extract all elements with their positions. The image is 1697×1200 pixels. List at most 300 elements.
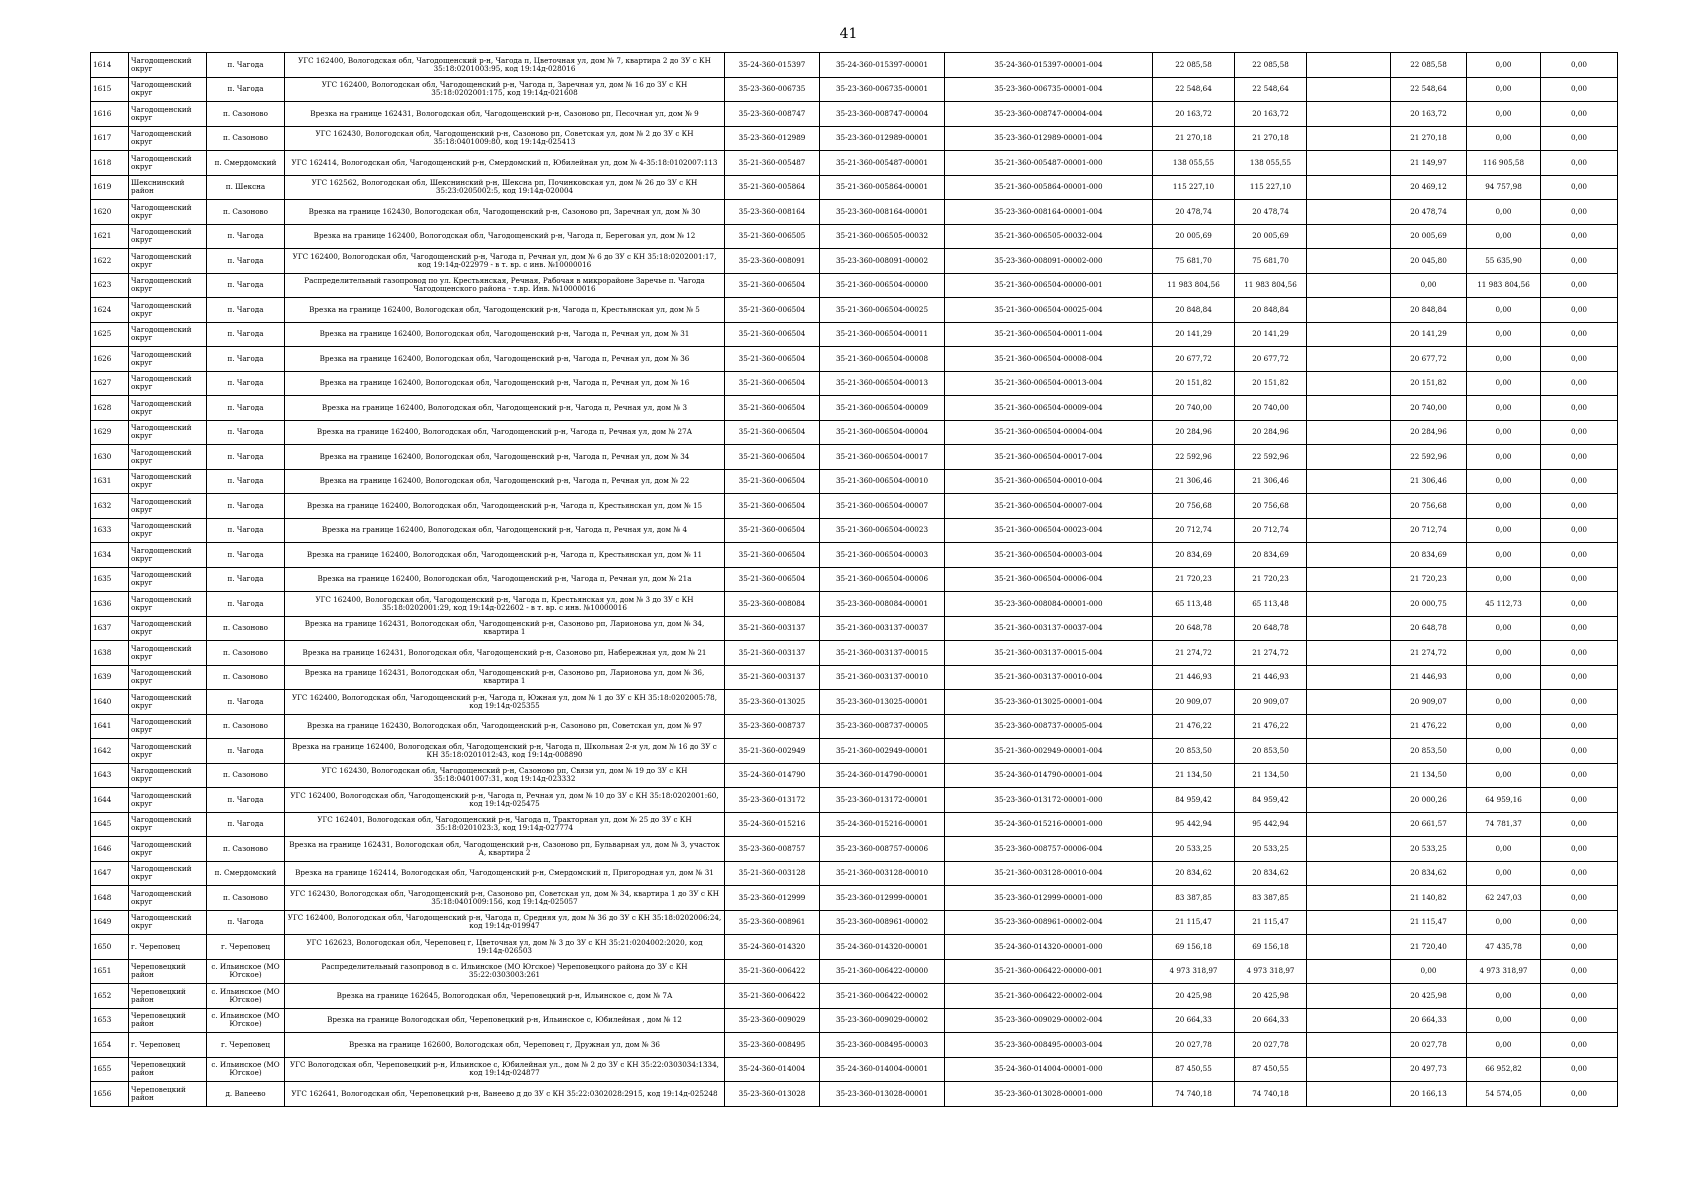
- account-code-cell: 35-23-360-012989: [725, 126, 820, 151]
- object-code-cell: 35-21-360-003137-00010: [820, 665, 945, 690]
- blank-column-cell: [1307, 420, 1391, 445]
- account-code-cell: 35-23-360-013025: [725, 690, 820, 715]
- locality-cell: п. Сазоново: [207, 126, 285, 151]
- object-code-cell: 35-24-360-014004-00001: [820, 1057, 945, 1082]
- amount-c-cell: 0,00: [1541, 420, 1618, 445]
- amount-c-cell: 0,00: [1541, 494, 1618, 519]
- amount-a-cell: 20 661,57: [1391, 812, 1467, 837]
- blank-column-cell: [1307, 322, 1391, 347]
- amount-c-cell: 0,00: [1541, 861, 1618, 886]
- amount-c-cell: 0,00: [1541, 739, 1618, 764]
- blank-column-cell: [1307, 53, 1391, 78]
- account-code-cell: 35-23-360-008084: [725, 592, 820, 617]
- amount-a-cell: 21 270,18: [1391, 126, 1467, 151]
- account-code-cell: 35-21-360-005864: [725, 175, 820, 200]
- blank-column-cell: [1307, 567, 1391, 592]
- table-row: [91, 102, 1618, 127]
- amount-c-cell: 0,00: [1541, 690, 1618, 715]
- amount-a-cell: 20 478,74: [1391, 200, 1467, 225]
- blank-column-cell: [1307, 690, 1391, 715]
- object-code-cell: 35-23-360-008084-00001: [820, 592, 945, 617]
- district-cell: Чагодощенский округ: [129, 420, 207, 445]
- table-row: [91, 690, 1618, 715]
- blank-column-cell: [1307, 1008, 1391, 1033]
- district-cell: Череповецкий район: [129, 1008, 207, 1033]
- amount-b-cell: 0,00: [1467, 1008, 1541, 1033]
- district-cell: Чагодощенский округ: [129, 102, 207, 127]
- table-row: [91, 126, 1618, 151]
- amount-c-cell: 0,00: [1541, 469, 1618, 494]
- district-cell: Чагодощенский округ: [129, 739, 207, 764]
- item-code-cell: 35-24-360-015216-00001-000: [945, 812, 1153, 837]
- object-code-cell: 35-21-360-003137-00037: [820, 616, 945, 641]
- amount-c-cell: 0,00: [1541, 77, 1618, 102]
- row-number-cell: 1615: [91, 77, 129, 102]
- amount-b-cell: 4 973 318,97: [1467, 959, 1541, 984]
- object-code-cell: 35-21-360-006504-00011: [820, 322, 945, 347]
- item-code-cell: 35-21-360-006505-00032-004: [945, 224, 1153, 249]
- amount-b-cell: 0,00: [1467, 102, 1541, 127]
- locality-cell: с. Ильинское (МО Югское): [207, 1008, 285, 1033]
- row-number-cell: 1630: [91, 445, 129, 470]
- district-cell: Чагодощенский округ: [129, 714, 207, 739]
- initial-value-cell: 65 113,48: [1153, 592, 1235, 617]
- row-number-cell: 1652: [91, 984, 129, 1009]
- amount-c-cell: 0,00: [1541, 665, 1618, 690]
- object-description-cell: УГС 162400, Вологодская обл, Чагодощенский р-н, Чагода п, Речная ул, дом № 10 до ЗУ с КН 35:18:0202001:60, код 19:14д-025475: [285, 788, 725, 813]
- district-cell: Чагодощенский округ: [129, 812, 207, 837]
- amount-a-cell: 20 000,26: [1391, 788, 1467, 813]
- table-row: [91, 175, 1618, 200]
- initial-value-cell: 20 677,72: [1153, 347, 1235, 372]
- object-code-cell: 35-24-360-015397-00001: [820, 53, 945, 78]
- locality-cell: п. Чагода: [207, 592, 285, 617]
- district-cell: Чагодощенский округ: [129, 126, 207, 151]
- amount-b-cell: 0,00: [1467, 763, 1541, 788]
- item-code-cell: 35-23-360-008495-00003-004: [945, 1033, 1153, 1058]
- amount-a-cell: 21 720,40: [1391, 935, 1467, 960]
- object-code-cell: 35-23-360-013028-00001: [820, 1082, 945, 1107]
- table-row: [91, 788, 1618, 813]
- table-row: [91, 298, 1618, 323]
- object-description-cell: Врезка на границе 162430, Вологодская обл, Чагодощенский р-н, Сазоново рп, Заречная ул, дом № 30: [285, 200, 725, 225]
- district-cell: Чагодощенский округ: [129, 396, 207, 421]
- item-code-cell: 35-21-360-006504-00003-004: [945, 543, 1153, 568]
- table-row: [91, 322, 1618, 347]
- object-code-cell: 35-21-360-006504-00004: [820, 420, 945, 445]
- amount-b-cell: 74 781,37: [1467, 812, 1541, 837]
- district-cell: Чагодощенский округ: [129, 53, 207, 78]
- book-value-cell: 20 425,98: [1235, 984, 1307, 1009]
- blank-column-cell: [1307, 77, 1391, 102]
- locality-cell: п. Чагода: [207, 445, 285, 470]
- amount-a-cell: 21 140,82: [1391, 886, 1467, 911]
- object-code-cell: 35-23-360-013025-00001: [820, 690, 945, 715]
- item-code-cell: 35-21-360-006504-00006-004: [945, 567, 1153, 592]
- book-value-cell: 21 134,50: [1235, 763, 1307, 788]
- amount-c-cell: 0,00: [1541, 812, 1618, 837]
- table-row: [91, 53, 1618, 78]
- amount-c-cell: 0,00: [1541, 445, 1618, 470]
- object-description-cell: УГС 162430, Вологодская обл, Чагодощенский р-н, Сазоново рп, Советская ул, дом № 34, квартира 1 до ЗУ с КН 35:18:0401009:156, код 19:14д-025057: [285, 886, 725, 911]
- account-code-cell: 35-21-360-003137: [725, 616, 820, 641]
- amount-c-cell: 0,00: [1541, 1033, 1618, 1058]
- locality-cell: п. Чагода: [207, 273, 285, 298]
- locality-cell: г. Череповец: [207, 935, 285, 960]
- book-value-cell: 20 834,69: [1235, 543, 1307, 568]
- table-row: [91, 910, 1618, 935]
- book-value-cell: 22 548,64: [1235, 77, 1307, 102]
- object-code-cell: 35-21-360-006504-00010: [820, 469, 945, 494]
- object-description-cell: Врезка на границе 162600, Вологодская обл, Череповец г, Дружная ул, дом № 36: [285, 1033, 725, 1058]
- locality-cell: п. Чагода: [207, 910, 285, 935]
- initial-value-cell: 20 151,82: [1153, 371, 1235, 396]
- account-code-cell: 35-21-360-006504: [725, 273, 820, 298]
- amount-b-cell: 0,00: [1467, 126, 1541, 151]
- amount-b-cell: 54 574,05: [1467, 1082, 1541, 1107]
- amount-b-cell: 0,00: [1467, 616, 1541, 641]
- district-cell: Чагодощенский округ: [129, 763, 207, 788]
- book-value-cell: 20 005,69: [1235, 224, 1307, 249]
- book-value-cell: 20 141,29: [1235, 322, 1307, 347]
- book-value-cell: 138 055,55: [1235, 151, 1307, 176]
- locality-cell: п. Чагода: [207, 420, 285, 445]
- book-value-cell: 20 664,33: [1235, 1008, 1307, 1033]
- account-code-cell: 35-21-360-006504: [725, 543, 820, 568]
- book-value-cell: 20 284,96: [1235, 420, 1307, 445]
- amount-b-cell: 0,00: [1467, 641, 1541, 666]
- amount-b-cell: 62 247,03: [1467, 886, 1541, 911]
- object-description-cell: Врезка на границе 162400, Вологодская обл, Чагодощенский р-н, Чагода п, Крестьянская ул, дом № 5: [285, 298, 725, 323]
- item-code-cell: 35-23-360-012999-00001-000: [945, 886, 1153, 911]
- object-code-cell: 35-23-360-009029-00002: [820, 1008, 945, 1033]
- amount-a-cell: 20 027,78: [1391, 1033, 1467, 1058]
- initial-value-cell: 20 478,74: [1153, 200, 1235, 225]
- object-description-cell: УГС Вологодская обл, Череповецкий р-н, Ильинское с, Юбилейная ул., дом № 2 до ЗУ с КН 35:22:0303034:1334, код 19:14д-024877: [285, 1057, 725, 1082]
- blank-column-cell: [1307, 641, 1391, 666]
- row-number-cell: 1656: [91, 1082, 129, 1107]
- amount-a-cell: 20 497,73: [1391, 1057, 1467, 1082]
- account-code-cell: 35-21-360-003128: [725, 861, 820, 886]
- book-value-cell: 83 387,85: [1235, 886, 1307, 911]
- initial-value-cell: 22 085,58: [1153, 53, 1235, 78]
- table-row: [91, 739, 1618, 764]
- locality-cell: п. Чагода: [207, 518, 285, 543]
- object-description-cell: Врезка на границе 162400, Вологодская обл, Чагодощенский р-н, Чагода п, Береговая ул, дом № 12: [285, 224, 725, 249]
- table-row: [91, 812, 1618, 837]
- blank-column-cell: [1307, 812, 1391, 837]
- item-code-cell: 35-23-360-008747-00004-004: [945, 102, 1153, 127]
- object-description-cell: УГС 162562, Вологодская обл, Шекснинский р-н, Шексна рп, Починковская ул, дом № 26 до ЗУ с КН 35:23:0205002:5, код 19:14д-020004: [285, 175, 725, 200]
- amount-c-cell: 0,00: [1541, 396, 1618, 421]
- table-row: [91, 249, 1618, 274]
- amount-c-cell: 0,00: [1541, 200, 1618, 225]
- district-cell: Череповецкий район: [129, 984, 207, 1009]
- district-cell: Чагодощенский округ: [129, 665, 207, 690]
- book-value-cell: 20 478,74: [1235, 200, 1307, 225]
- amount-c-cell: 0,00: [1541, 886, 1618, 911]
- item-code-cell: 35-23-360-008757-00006-004: [945, 837, 1153, 862]
- table-body: [91, 53, 1618, 1107]
- table-row: [91, 200, 1618, 225]
- account-code-cell: 35-21-360-006504: [725, 445, 820, 470]
- object-description-cell: Врезка на границе 162400, Вологодская обл, Чагодощенский р-н, Чагода п, Речная ул, дом № 4: [285, 518, 725, 543]
- amount-c-cell: 0,00: [1541, 151, 1618, 176]
- locality-cell: п. Чагода: [207, 322, 285, 347]
- object-code-cell: 35-21-360-006504-00008: [820, 347, 945, 372]
- amount-a-cell: 20 712,74: [1391, 518, 1467, 543]
- item-code-cell: 35-23-360-008164-00001-004: [945, 200, 1153, 225]
- object-code-cell: 35-21-360-005864-00001: [820, 175, 945, 200]
- table-row: [91, 469, 1618, 494]
- row-number-cell: 1637: [91, 616, 129, 641]
- book-value-cell: 20 756,68: [1235, 494, 1307, 519]
- locality-cell: п. Чагода: [207, 690, 285, 715]
- account-code-cell: 35-21-360-006504: [725, 567, 820, 592]
- account-code-cell: 35-21-360-006504: [725, 371, 820, 396]
- object-description-cell: Врезка на границе 162400, Вологодская обл, Чагодощенский р-н, Чагода п, Речная ул, дом № 27А: [285, 420, 725, 445]
- object-code-cell: 35-21-360-006422-00000: [820, 959, 945, 984]
- amount-b-cell: 0,00: [1467, 861, 1541, 886]
- table-row: [91, 1057, 1618, 1082]
- item-code-cell: 35-23-360-008084-00001-000: [945, 592, 1153, 617]
- item-code-cell: 35-21-360-006422-00000-001: [945, 959, 1153, 984]
- account-code-cell: 35-23-360-013028: [725, 1082, 820, 1107]
- row-number-cell: 1646: [91, 837, 129, 862]
- object-description-cell: Врезка на границе 162400, Вологодская обл, Чагодощенский р-н, Чагода п, Крестьянская ул, дом № 11: [285, 543, 725, 568]
- initial-value-cell: 20 834,69: [1153, 543, 1235, 568]
- blank-column-cell: [1307, 739, 1391, 764]
- object-description-cell: УГС 162400, Вологодская обл, Чагодощенский р-н, Чагода п, Крестьянская ул, дом № 3 до ЗУ с КН 35:18:0202001:29, код 19:14д-022602 - в т. вр. с инв. №10000016: [285, 592, 725, 617]
- row-number-cell: 1648: [91, 886, 129, 911]
- object-code-cell: 35-21-360-006422-00002: [820, 984, 945, 1009]
- district-cell: Чагодощенский округ: [129, 494, 207, 519]
- amount-b-cell: 0,00: [1467, 690, 1541, 715]
- account-code-cell: 35-23-360-012999: [725, 886, 820, 911]
- table-row: [91, 763, 1618, 788]
- locality-cell: с. Ильинское (МО Югское): [207, 1057, 285, 1082]
- row-number-cell: 1634: [91, 543, 129, 568]
- district-cell: Чагодощенский округ: [129, 616, 207, 641]
- amount-a-cell: 20 853,50: [1391, 739, 1467, 764]
- locality-cell: п. Чагода: [207, 298, 285, 323]
- object-code-cell: 35-23-360-008164-00001: [820, 200, 945, 225]
- object-description-cell: УГС 162400, Вологодская обл, Чагодощенский р-н, Чагода п, Заречная ул, дом № 16 до ЗУ с КН 35:18:0202001:175, код 19:14д-021608: [285, 77, 725, 102]
- amount-a-cell: 20 166,13: [1391, 1082, 1467, 1107]
- object-code-cell: 35-21-360-006504-00006: [820, 567, 945, 592]
- object-description-cell: Врезка на границе 162431, Вологодская обл, Чагодощенский р-н, Сазоново рп, Ларионова ул, дом № 36, квартира 1: [285, 665, 725, 690]
- locality-cell: п. Чагода: [207, 812, 285, 837]
- amount-b-cell: 47 435,78: [1467, 935, 1541, 960]
- amount-b-cell: 0,00: [1467, 396, 1541, 421]
- object-description-cell: Врезка на границе 162400, Вологодская обл, Чагодощенский р-н, Чагода п, Речная ул, дом № 16: [285, 371, 725, 396]
- amount-b-cell: 0,00: [1467, 298, 1541, 323]
- book-value-cell: 75 681,70: [1235, 249, 1307, 274]
- amount-a-cell: 22 592,96: [1391, 445, 1467, 470]
- item-code-cell: 35-21-360-003137-00010-004: [945, 665, 1153, 690]
- row-number-cell: 1650: [91, 935, 129, 960]
- object-description-cell: УГС 162430, Вологодская обл, Чагодощенский р-н, Сазоново рп, Советская ул, дом № 2 до ЗУ с КН 35:18:0401009:80, код 19:14д-025413: [285, 126, 725, 151]
- book-value-cell: 20 909,07: [1235, 690, 1307, 715]
- item-code-cell: 35-23-360-008961-00002-004: [945, 910, 1153, 935]
- amount-a-cell: 20 834,69: [1391, 543, 1467, 568]
- blank-column-cell: [1307, 861, 1391, 886]
- blank-column-cell: [1307, 200, 1391, 225]
- row-number-cell: 1625: [91, 322, 129, 347]
- initial-value-cell: 22 548,64: [1153, 77, 1235, 102]
- initial-value-cell: 20 756,68: [1153, 494, 1235, 519]
- initial-value-cell: 4 973 318,97: [1153, 959, 1235, 984]
- blank-column-cell: [1307, 445, 1391, 470]
- item-code-cell: 35-23-360-012989-00001-004: [945, 126, 1153, 151]
- amount-a-cell: 20 005,69: [1391, 224, 1467, 249]
- account-code-cell: 35-21-360-003137: [725, 641, 820, 666]
- book-value-cell: 74 740,18: [1235, 1082, 1307, 1107]
- table-row: [91, 1033, 1618, 1058]
- district-cell: Чагодощенский округ: [129, 641, 207, 666]
- district-cell: Чагодощенский округ: [129, 592, 207, 617]
- account-code-cell: 35-21-360-006504: [725, 469, 820, 494]
- object-code-cell: 35-21-360-006505-00032: [820, 224, 945, 249]
- initial-value-cell: 20 664,33: [1153, 1008, 1235, 1033]
- initial-value-cell: 20 027,78: [1153, 1033, 1235, 1058]
- amount-c-cell: 0,00: [1541, 641, 1618, 666]
- account-code-cell: 35-21-360-006505: [725, 224, 820, 249]
- object-description-cell: УГС 162414, Вологодская обл, Чагодощенский р-н, Смердомский п, Юбилейная ул, дом № 4-35:18:0102007:113: [285, 151, 725, 176]
- district-cell: Чагодощенский округ: [129, 151, 207, 176]
- blank-column-cell: [1307, 665, 1391, 690]
- object-description-cell: Врезка на границе 162431, Вологодская обл, Чагодощенский р-н, Сазоново рп, Ларионова ул, дом № 34, квартира 1: [285, 616, 725, 641]
- table-row: [91, 959, 1618, 984]
- amount-b-cell: 0,00: [1467, 543, 1541, 568]
- book-value-cell: 21 115,47: [1235, 910, 1307, 935]
- item-code-cell: 35-21-360-006504-00000-001: [945, 273, 1153, 298]
- blank-column-cell: [1307, 494, 1391, 519]
- table-row: [91, 616, 1618, 641]
- book-value-cell: 115 227,10: [1235, 175, 1307, 200]
- account-code-cell: 35-23-360-009029: [725, 1008, 820, 1033]
- table-row: [91, 273, 1618, 298]
- locality-cell: п. Чагода: [207, 396, 285, 421]
- amount-b-cell: 45 112,73: [1467, 592, 1541, 617]
- amount-a-cell: 20 756,68: [1391, 494, 1467, 519]
- row-number-cell: 1626: [91, 347, 129, 372]
- district-cell: Чагодощенский округ: [129, 445, 207, 470]
- amount-c-cell: 0,00: [1541, 298, 1618, 323]
- locality-cell: г. Череповец: [207, 1033, 285, 1058]
- amount-c-cell: 0,00: [1541, 543, 1618, 568]
- locality-cell: п. Смердомский: [207, 861, 285, 886]
- district-cell: Чагодощенский округ: [129, 347, 207, 372]
- district-cell: Чагодощенский округ: [129, 543, 207, 568]
- amount-a-cell: 0,00: [1391, 273, 1467, 298]
- item-code-cell: 35-21-360-006504-00017-004: [945, 445, 1153, 470]
- amount-a-cell: 22 548,64: [1391, 77, 1467, 102]
- row-number-cell: 1617: [91, 126, 129, 151]
- locality-cell: п. Сазоново: [207, 714, 285, 739]
- amount-b-cell: 0,00: [1467, 77, 1541, 102]
- amount-b-cell: 94 757,98: [1467, 175, 1541, 200]
- blank-column-cell: [1307, 518, 1391, 543]
- account-code-cell: 35-21-360-006504: [725, 322, 820, 347]
- book-value-cell: 95 442,94: [1235, 812, 1307, 837]
- account-code-cell: 35-21-360-006504: [725, 347, 820, 372]
- initial-value-cell: 21 720,23: [1153, 567, 1235, 592]
- account-code-cell: 35-21-360-006422: [725, 984, 820, 1009]
- row-number-cell: 1631: [91, 469, 129, 494]
- blank-column-cell: [1307, 126, 1391, 151]
- item-code-cell: 35-23-360-013028-00001-000: [945, 1082, 1153, 1107]
- amount-a-cell: 20 909,07: [1391, 690, 1467, 715]
- amount-b-cell: 0,00: [1467, 322, 1541, 347]
- item-code-cell: 35-23-360-009029-00002-004: [945, 1008, 1153, 1033]
- item-code-cell: 35-21-360-006504-00008-004: [945, 347, 1153, 372]
- locality-cell: п. Чагода: [207, 788, 285, 813]
- amount-c-cell: 0,00: [1541, 53, 1618, 78]
- account-code-cell: 35-21-360-006504: [725, 494, 820, 519]
- amount-a-cell: 20 848,84: [1391, 298, 1467, 323]
- account-code-cell: 35-24-360-014004: [725, 1057, 820, 1082]
- amount-a-cell: 20 677,72: [1391, 347, 1467, 372]
- table-row: [91, 714, 1618, 739]
- row-number-cell: 1638: [91, 641, 129, 666]
- locality-cell: с. Ильинское (МО Югское): [207, 984, 285, 1009]
- account-code-cell: 35-23-360-013172: [725, 788, 820, 813]
- item-code-cell: 35-23-360-008737-00005-004: [945, 714, 1153, 739]
- item-code-cell: 35-21-360-005864-00001-000: [945, 175, 1153, 200]
- row-number-cell: 1647: [91, 861, 129, 886]
- amount-b-cell: 0,00: [1467, 420, 1541, 445]
- amount-c-cell: 0,00: [1541, 616, 1618, 641]
- blank-column-cell: [1307, 616, 1391, 641]
- row-number-cell: 1621: [91, 224, 129, 249]
- object-description-cell: Врезка на границе 162400, Вологодская обл, Чагодощенский р-н, Чагода п, Школьная 2-я ул, дом № 16 до ЗУ с КН 35:18:0201012:43, код 19:14д-008890: [285, 739, 725, 764]
- district-cell: Череповецкий район: [129, 1057, 207, 1082]
- table-row: [91, 837, 1618, 862]
- amount-c-cell: 0,00: [1541, 935, 1618, 960]
- row-number-cell: 1622: [91, 249, 129, 274]
- blank-column-cell: [1307, 1082, 1391, 1107]
- book-value-cell: 21 720,23: [1235, 567, 1307, 592]
- table-row: [91, 77, 1618, 102]
- blank-column-cell: [1307, 1033, 1391, 1058]
- initial-value-cell: 20 005,69: [1153, 224, 1235, 249]
- object-code-cell: 35-23-360-012999-00001: [820, 886, 945, 911]
- initial-value-cell: 20 425,98: [1153, 984, 1235, 1009]
- account-code-cell: 35-21-360-002949: [725, 739, 820, 764]
- book-value-cell: 20 648,78: [1235, 616, 1307, 641]
- book-value-cell: 20 151,82: [1235, 371, 1307, 396]
- amount-a-cell: 20 469,12: [1391, 175, 1467, 200]
- book-value-cell: 20 163,72: [1235, 102, 1307, 127]
- blank-column-cell: [1307, 543, 1391, 568]
- object-code-cell: 35-23-360-008757-00006: [820, 837, 945, 862]
- locality-cell: п. Смердомский: [207, 151, 285, 176]
- locality-cell: с. Ильинское (МО Югское): [207, 959, 285, 984]
- locality-cell: п. Сазоново: [207, 616, 285, 641]
- table-row: [91, 935, 1618, 960]
- object-code-cell: 35-23-360-008747-00004: [820, 102, 945, 127]
- book-value-cell: 20 677,72: [1235, 347, 1307, 372]
- locality-cell: п. Сазоново: [207, 200, 285, 225]
- blank-column-cell: [1307, 886, 1391, 911]
- object-description-cell: Врезка на границе 162400, Вологодская обл, Чагодощенский р-н, Чагода п, Речная ул, дом № 3: [285, 396, 725, 421]
- table-row: [91, 1008, 1618, 1033]
- amount-b-cell: 0,00: [1467, 371, 1541, 396]
- blank-column-cell: [1307, 249, 1391, 274]
- item-code-cell: 35-23-360-006735-00001-004: [945, 77, 1153, 102]
- object-description-cell: УГС 162430, Вологодская обл, Чагодощенский р-н, Сазоново рп, Связи ул, дом № 19 до ЗУ с КН 35:18:0401007:31, код 19:14д-023332: [285, 763, 725, 788]
